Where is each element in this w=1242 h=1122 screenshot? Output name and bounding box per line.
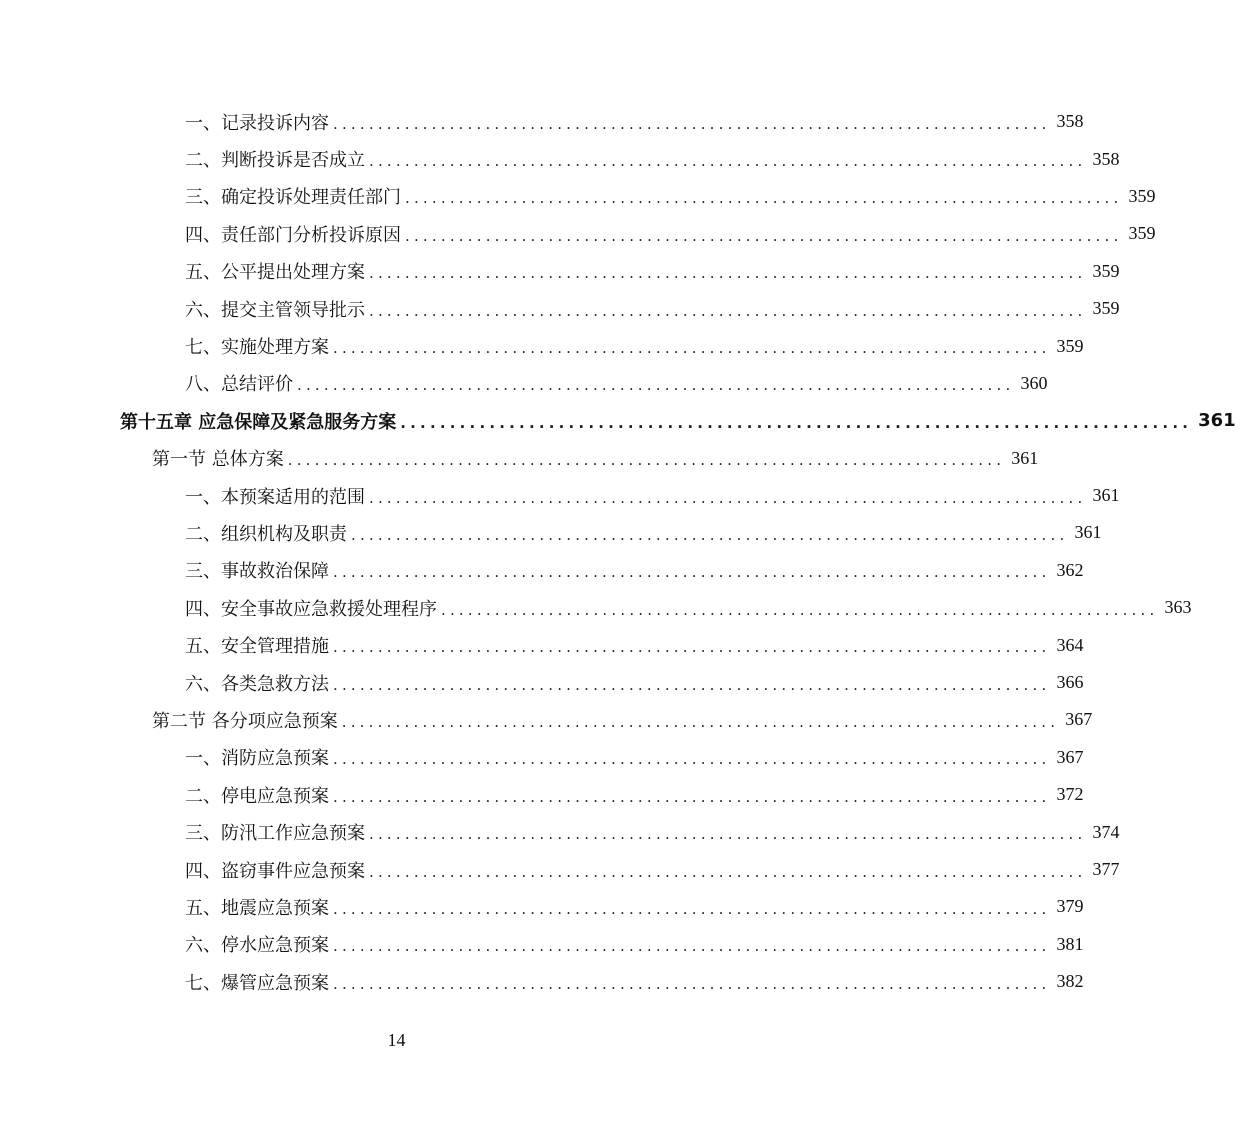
toc-entry-page: 364 bbox=[1056, 634, 1084, 655]
toc-item-entry[interactable] bbox=[0, 963, 1084, 1000]
toc-dot-leader: ................................................................................ bbox=[369, 488, 1087, 507]
toc-entry-page: 359 bbox=[1092, 298, 1120, 319]
toc-dot-leader: ................................................................................ bbox=[341, 712, 1060, 731]
toc-chapter-entry[interactable] bbox=[0, 402, 1236, 439]
toc-item-entry[interactable] bbox=[0, 365, 1048, 402]
toc-entry-page: 366 bbox=[1056, 672, 1084, 693]
toc-item-entry[interactable] bbox=[0, 514, 1102, 551]
toc-item-entry[interactable] bbox=[0, 589, 1192, 626]
toc-item-entry[interactable] bbox=[0, 140, 1120, 177]
toc-entry-title: 八、总结评价 bbox=[185, 374, 293, 396]
toc-entry-title: 六、提交主管领导批示 bbox=[185, 299, 365, 321]
toc-entry-page: 361 bbox=[1092, 485, 1120, 506]
toc-dot-leader: ................................................................................ bbox=[287, 451, 1006, 470]
toc-dot-leader: ................................................................................ bbox=[369, 862, 1087, 881]
toc-dot-leader: ................................................................................ bbox=[369, 152, 1087, 171]
toc-dot-leader: ................................................................................ bbox=[405, 189, 1123, 208]
toc-dot-leader: ................................................................................ bbox=[369, 301, 1087, 320]
toc-entry-title: 五、地震应急预案 bbox=[185, 897, 329, 919]
toc-entry-title: 四、安全事故应急救援处理程序 bbox=[185, 598, 437, 620]
toc-dot-leader: ................................................................................ bbox=[333, 937, 1051, 956]
toc-entry-page: 374 bbox=[1092, 821, 1120, 842]
toc-section-entry[interactable] bbox=[0, 440, 1039, 477]
toc-entry-title: 三、确定投诉处理责任部门 bbox=[185, 187, 401, 209]
toc-entry-title: 三、防汛工作应急预案 bbox=[185, 823, 365, 845]
toc-entry-page: 379 bbox=[1056, 896, 1084, 917]
toc-section-entry[interactable] bbox=[0, 701, 1093, 738]
page-number: 14 bbox=[387, 1030, 406, 1050]
toc-dot-leader: ................................................................................ bbox=[369, 825, 1087, 844]
toc-entry-page: 361 bbox=[1198, 410, 1236, 432]
toc-item-entry[interactable] bbox=[0, 290, 1120, 327]
toc-entry-page: 359 bbox=[1056, 335, 1084, 356]
toc-entry-page: 372 bbox=[1056, 784, 1084, 805]
toc-dot-leader: ................................................................................ bbox=[369, 264, 1087, 283]
toc-dot-leader: ................................................................................ bbox=[333, 563, 1051, 582]
toc-dot-leader: ................................................................................ bbox=[351, 525, 1069, 544]
toc-dot-leader: ................................................................................ bbox=[400, 413, 1193, 432]
toc-entry-title: 第二节 各分项应急预案 bbox=[152, 710, 338, 732]
toc-entry-title: 五、安全管理措施 bbox=[185, 636, 329, 658]
toc-dot-leader: ................................................................................ bbox=[333, 787, 1051, 806]
toc-entry-page: 367 bbox=[1056, 746, 1084, 767]
toc-dot-leader: ................................................................................ bbox=[333, 638, 1051, 657]
toc-item-entry[interactable] bbox=[0, 552, 1084, 589]
toc-entry-page: 382 bbox=[1056, 971, 1084, 992]
toc-entry-page: 359 bbox=[1128, 185, 1156, 206]
toc-entry-page: 377 bbox=[1092, 859, 1120, 879]
toc-entry-page: 360 bbox=[1020, 372, 1048, 393]
toc-entry-title: 第一节 总体方案 bbox=[152, 449, 284, 471]
toc-entry-title: 一、消防应急预案 bbox=[185, 748, 329, 770]
toc-entry-page: 363 bbox=[1164, 597, 1192, 618]
toc-entry-page: 359 bbox=[1092, 260, 1120, 281]
toc-entry-title: 第十五章 应急保障及紧急服务方案 bbox=[120, 411, 397, 433]
toc-entry-page: 358 bbox=[1092, 148, 1120, 169]
toc-dot-leader: ................................................................................ bbox=[333, 750, 1051, 769]
toc-dot-leader: ................................................................................ bbox=[333, 974, 1051, 993]
toc-item-entry[interactable] bbox=[0, 813, 1120, 850]
toc-entry-title: 六、停水应急预案 bbox=[185, 935, 329, 957]
toc-entry-title: 七、爆管应急预案 bbox=[185, 972, 329, 994]
toc-entry-page: 361 bbox=[1074, 522, 1102, 543]
toc-entry-title: 六、各类急救方法 bbox=[185, 673, 329, 695]
toc-item-entry[interactable] bbox=[0, 739, 1084, 776]
toc-entry-title: 一、本预案适用的范围 bbox=[185, 486, 365, 508]
toc-item-entry[interactable] bbox=[0, 477, 1120, 514]
toc-entry-page: 381 bbox=[1056, 933, 1084, 954]
toc-entry-title: 四、责任部门分析投诉原因 bbox=[185, 224, 401, 246]
toc-entry-title: 二、组织机构及职责 bbox=[185, 523, 347, 545]
toc-item-entry[interactable] bbox=[0, 215, 1156, 252]
toc-dot-leader: ................................................................................ bbox=[441, 600, 1159, 619]
toc-dot-leader: ................................................................................ bbox=[333, 899, 1051, 918]
toc-entry-title: 二、判断投诉是否成立 bbox=[185, 150, 365, 172]
toc-entry-title: 五、公平提出处理方案 bbox=[185, 262, 365, 284]
toc-item-entry[interactable] bbox=[0, 851, 1120, 888]
toc-dot-leader: ................................................................................ bbox=[297, 376, 1015, 395]
toc-item-entry[interactable] bbox=[0, 253, 1120, 290]
toc-entry-page: 362 bbox=[1056, 559, 1084, 580]
toc-entry-title: 三、事故救治保障 bbox=[185, 561, 329, 583]
toc-item-entry[interactable] bbox=[0, 926, 1084, 963]
toc-entry-title: 一、记录投诉内容 bbox=[185, 112, 329, 134]
toc-entry-page: 359 bbox=[1128, 223, 1156, 244]
toc-entry-title: 七、实施处理方案 bbox=[185, 337, 329, 359]
toc-entry-title: 四、盗窃事件应急预案 bbox=[185, 860, 365, 882]
toc-item-entry[interactable] bbox=[0, 776, 1084, 813]
toc-entry-page: 367 bbox=[1065, 709, 1093, 730]
toc-dot-leader: ................................................................................ bbox=[333, 114, 1051, 133]
toc-item-entry[interactable] bbox=[0, 178, 1156, 215]
toc-item-entry[interactable] bbox=[0, 888, 1084, 925]
toc-entry-page: 358 bbox=[1056, 111, 1084, 132]
toc-dot-leader: ................................................................................ bbox=[405, 226, 1123, 245]
toc-entry-page: 361 bbox=[1011, 447, 1039, 468]
toc-item-entry[interactable] bbox=[0, 664, 1084, 701]
toc-entry-title: 二、停电应急预案 bbox=[185, 785, 329, 807]
toc-item-entry[interactable] bbox=[0, 626, 1084, 663]
toc-item-entry[interactable] bbox=[0, 103, 1084, 140]
toc-dot-leader: ................................................................................ bbox=[333, 339, 1051, 358]
table-of-contents bbox=[0, 103, 1236, 1000]
toc-dot-leader: ................................................................................ bbox=[333, 675, 1051, 694]
toc-item-entry[interactable] bbox=[0, 327, 1084, 364]
